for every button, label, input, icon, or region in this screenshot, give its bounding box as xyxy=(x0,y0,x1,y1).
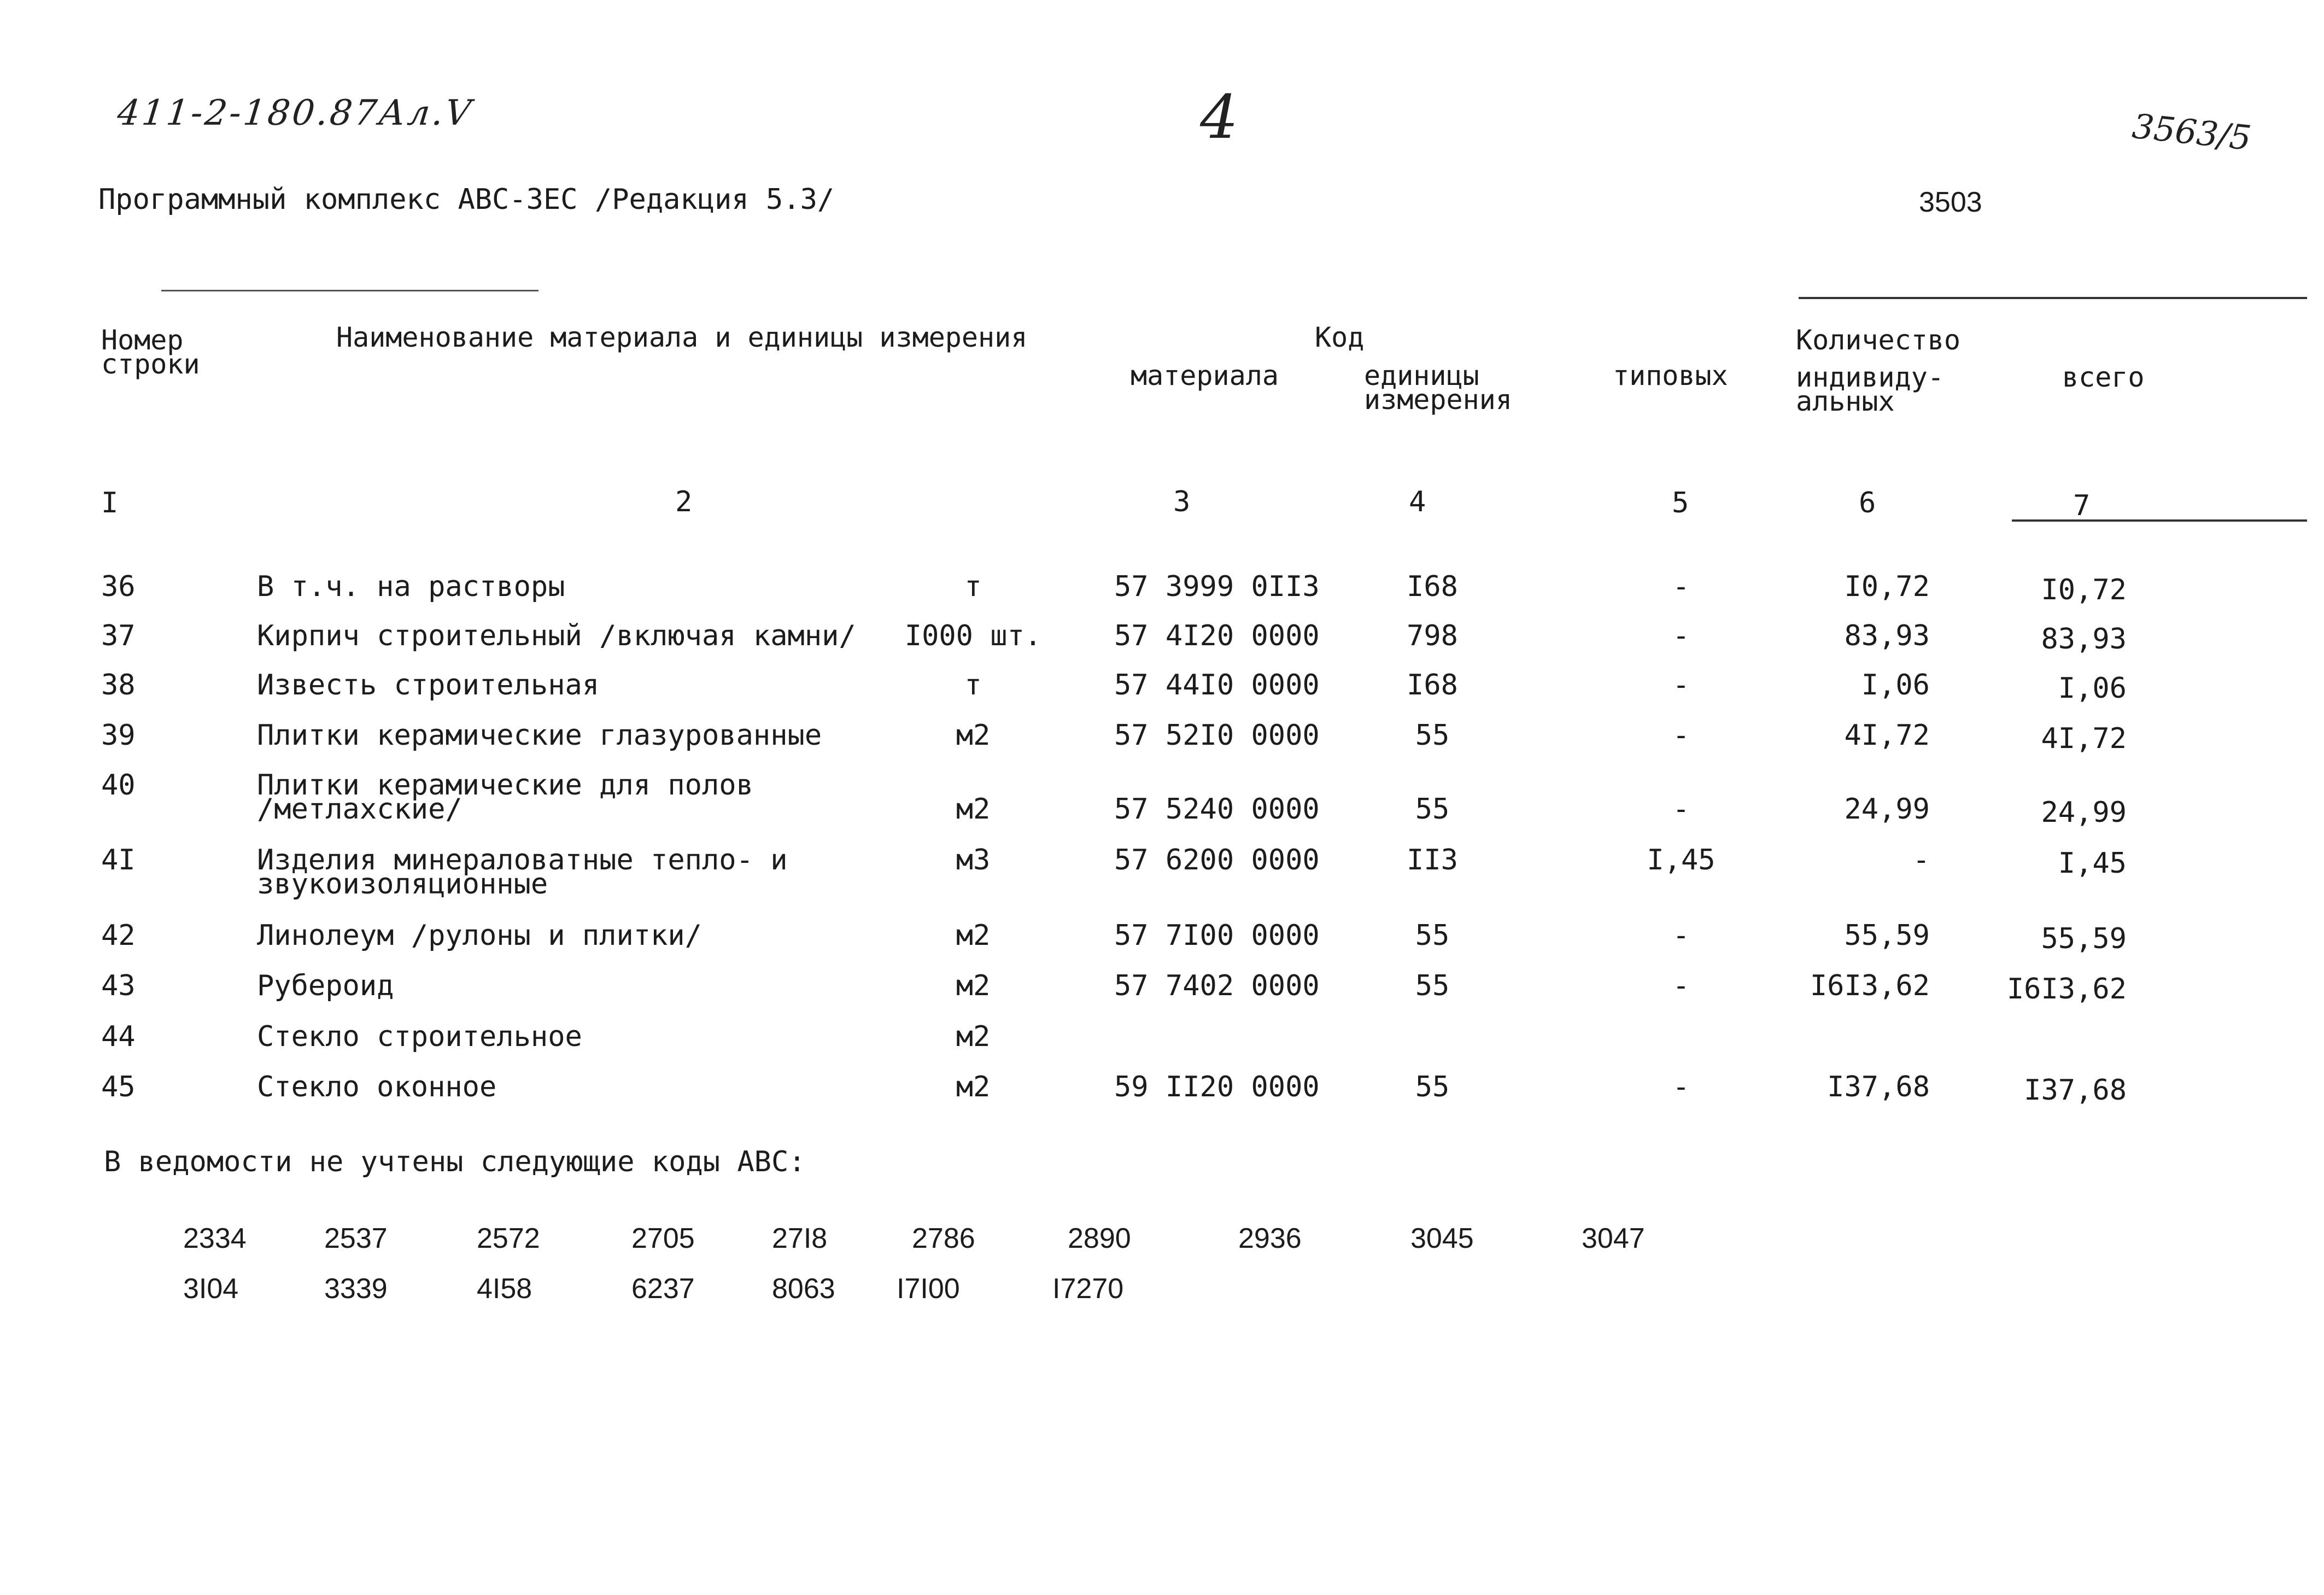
typical-quantity: - xyxy=(1672,570,1690,603)
material-name: Рубероид xyxy=(257,969,394,1002)
row-number: 4I xyxy=(101,844,136,877)
unit: м2 xyxy=(956,719,991,752)
unit-code: I68 xyxy=(1407,669,1458,702)
material-code: 57 6200 0000 xyxy=(1114,844,1320,877)
typical-quantity: - xyxy=(1672,793,1690,826)
typical-quantity: - xyxy=(1672,669,1690,702)
code: 2572 xyxy=(477,1223,540,1254)
material-name: Стекло строительное xyxy=(257,1020,582,1053)
typical-quantity: - xyxy=(1672,719,1690,752)
material-code: 57 7402 0000 xyxy=(1114,969,1320,1002)
individual-quantity: 4I,72 xyxy=(1844,719,1930,752)
unit-code: 55 xyxy=(1415,793,1450,826)
table-row xyxy=(0,570,2324,623)
column-number-4: 4 xyxy=(1409,486,1426,518)
unit: м2 xyxy=(956,1071,991,1103)
header-unit-code: единицы измерения xyxy=(1364,360,1512,416)
typical-quantity: I,45 xyxy=(1647,844,1716,877)
material-name: В т.ч. на растворы xyxy=(257,570,565,603)
column-number-2: 2 xyxy=(675,486,693,518)
material-name: Известь строительная xyxy=(257,669,600,702)
unaccounted-codes-note: В ведомости не учтены следующие коды АВС: xyxy=(104,1146,806,1178)
row-number: 36 xyxy=(101,570,136,603)
unit: м2 xyxy=(956,919,991,952)
top-rule-right xyxy=(1799,297,2307,299)
typical-quantity: - xyxy=(1672,969,1690,1002)
typical-quantity: - xyxy=(1672,1071,1690,1103)
code: 2705 xyxy=(631,1223,695,1254)
code: 2334 xyxy=(183,1223,247,1254)
code: 6237 xyxy=(631,1273,695,1305)
table-row xyxy=(0,969,2324,1023)
row-number: 38 xyxy=(101,669,136,702)
unit-code: 55 xyxy=(1415,1071,1450,1103)
header-quantity: Количество xyxy=(1796,324,1961,356)
total-quantity: I6I3,62 xyxy=(2006,973,2127,1006)
typical-quantity: - xyxy=(1672,620,1690,652)
material-name-continued: /метлахские/ xyxy=(257,793,463,826)
material-code: 57 4I20 0000 xyxy=(1114,620,1320,652)
code: 3I04 xyxy=(183,1273,239,1305)
material-code: 57 52I0 0000 xyxy=(1114,719,1320,752)
code: I7I00 xyxy=(897,1273,960,1305)
individual-quantity: 55,59 xyxy=(1844,919,1930,952)
document-code-handwritten: 411-2-180.87Ал.V xyxy=(115,93,475,133)
code: 2890 xyxy=(1068,1223,1131,1254)
material-code: 57 44I0 0000 xyxy=(1114,669,1320,702)
table-row xyxy=(0,620,2324,673)
material-code: 57 3999 0II3 xyxy=(1114,570,1320,603)
total-quantity: 55,59 xyxy=(2041,922,2127,955)
unit-code: 55 xyxy=(1415,919,1450,952)
header-material: материала xyxy=(1131,360,1279,392)
material-name-continued: звукоизоляционные xyxy=(257,868,548,901)
total-quantity: 83,93 xyxy=(2041,623,2127,656)
code: 2537 xyxy=(324,1223,388,1254)
header-row-no: Номер строки xyxy=(101,324,200,380)
material-name: Стекло оконное xyxy=(257,1071,497,1103)
column-number-6: 6 xyxy=(1859,487,1876,519)
unit-code: I68 xyxy=(1407,570,1458,603)
header-typical: типовых xyxy=(1613,360,1728,392)
header-individual: индивиду-альных xyxy=(1796,361,1944,417)
individual-quantity: I,06 xyxy=(1861,669,1930,702)
top-rule-left xyxy=(161,290,538,291)
code: 2786 xyxy=(912,1223,975,1254)
material-code: 57 5240 0000 xyxy=(1114,793,1320,826)
code: 3339 xyxy=(324,1273,388,1305)
code: I7270 xyxy=(1052,1273,1124,1305)
individual-quantity: - xyxy=(1912,844,1930,877)
total-quantity: 24,99 xyxy=(2041,796,2127,829)
unit: т xyxy=(964,669,982,702)
total-quantity: I,06 xyxy=(2058,672,2127,705)
code-number: 3503 xyxy=(1919,186,1982,218)
table-row xyxy=(0,919,2324,972)
table-row xyxy=(0,1020,2324,1073)
program-title: Программный комплекс АВС-3ЕС /Редакция 5.3/ xyxy=(98,183,835,216)
code: 4I58 xyxy=(477,1273,532,1305)
unit-code: 55 xyxy=(1415,969,1450,1002)
row-number: 44 xyxy=(101,1020,136,1053)
column-number-3: 3 xyxy=(1173,486,1191,518)
material-name: Кирпич строительный /включая камни/ xyxy=(257,620,856,652)
material-code: 57 7I00 0000 xyxy=(1114,919,1320,952)
total-quantity: I0,72 xyxy=(2041,574,2127,606)
total-quantity: I37,68 xyxy=(2024,1074,2127,1107)
unit: т xyxy=(964,570,982,603)
header-total: всего xyxy=(2062,361,2145,393)
code: 3047 xyxy=(1582,1223,1645,1254)
table-row xyxy=(0,669,2324,722)
unit: м2 xyxy=(956,1020,991,1053)
column-number-5: 5 xyxy=(1672,487,1689,519)
unit-code: 55 xyxy=(1415,719,1450,752)
header-code: Код xyxy=(1315,322,1365,353)
row-number: 39 xyxy=(101,719,136,752)
sheet-mark-handwritten: 3563/5 xyxy=(2130,106,2253,159)
row-number: 40 xyxy=(101,769,136,802)
typical-quantity: - xyxy=(1672,919,1690,952)
table-row xyxy=(0,719,2324,772)
individual-quantity: 83,93 xyxy=(1844,620,1930,652)
column-number-1: I xyxy=(101,487,119,519)
code: 27I8 xyxy=(772,1223,828,1254)
row-number: 42 xyxy=(101,919,136,952)
total-quantity: I,45 xyxy=(2058,847,2127,880)
page-number-handwritten: 4 xyxy=(1200,82,1238,152)
unit: м2 xyxy=(956,969,991,1002)
column-number-7: 7 xyxy=(2073,489,2091,522)
column-number-rule xyxy=(2012,519,2307,522)
row-number: 45 xyxy=(101,1071,136,1103)
row-number: 43 xyxy=(101,969,136,1002)
code: 2936 xyxy=(1238,1223,1302,1254)
material-name: Плитки керамические для полов xyxy=(257,769,753,802)
unit: I000 шт. xyxy=(904,620,1042,652)
unit-code: II3 xyxy=(1407,844,1458,877)
material-code: 59 II20 0000 xyxy=(1114,1071,1320,1103)
row-number: 37 xyxy=(101,620,136,652)
table-row xyxy=(0,769,2324,844)
unit-code: 798 xyxy=(1407,620,1458,652)
header-name: Наименование материала и единицы измерения xyxy=(336,322,1028,353)
material-name: Плитки керамические глазурованные xyxy=(257,719,822,752)
unit: м2 xyxy=(956,793,991,826)
material-name: Линолеум /рулоны и плитки/ xyxy=(257,919,702,952)
code: 3045 xyxy=(1410,1223,1474,1254)
material-name: Изделия минераловатные тепло- и xyxy=(257,844,788,877)
table-row xyxy=(0,844,2324,919)
individual-quantity: I0,72 xyxy=(1844,570,1930,603)
total-quantity: 4I,72 xyxy=(2041,722,2127,755)
code: 8063 xyxy=(772,1273,835,1305)
table-row xyxy=(0,1071,2324,1124)
individual-quantity: I6I3,62 xyxy=(1810,969,1930,1002)
individual-quantity: I37,68 xyxy=(1827,1071,1930,1103)
unit: м3 xyxy=(956,844,991,877)
individual-quantity: 24,99 xyxy=(1844,793,1930,826)
